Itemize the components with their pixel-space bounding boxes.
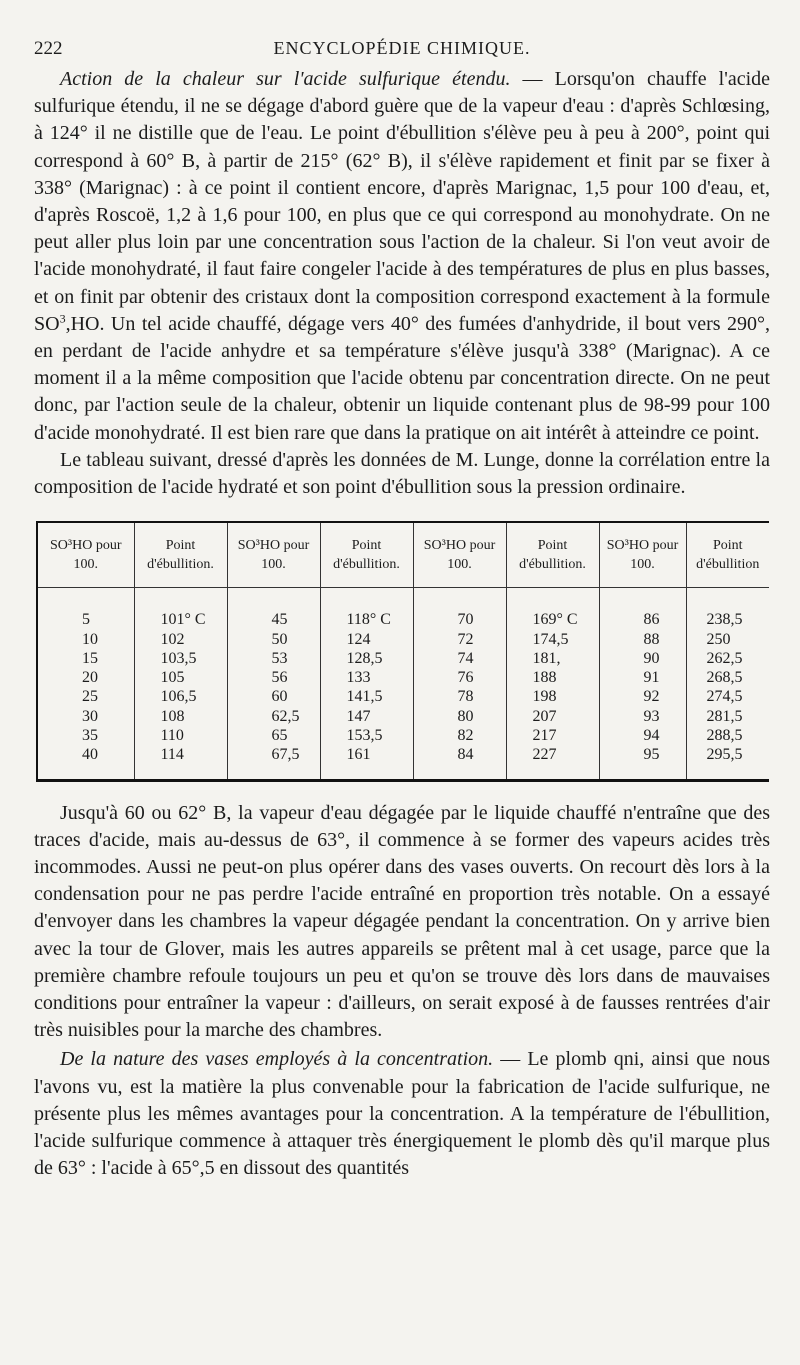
table-cell: 92 xyxy=(599,687,686,706)
table-row xyxy=(38,707,769,726)
table-cell: 238,5 xyxy=(706,611,743,629)
table-cell: 62,5 xyxy=(227,707,320,726)
paragraph-vessels xyxy=(34,1046,770,1182)
paragraph-text: — Lorsqu'on chauffe l'acide sulfurique étendu, il ne se dégage d'abord guère que de la vapeur d'eau : d'après Schlœsing, à 124° il ne distille que de l'eau. Le point d'ébullition s'élève peu à peu à 200°, point qui correspond à 60° B, à partir de 215° (62° B), il s'élève rapidement et finit par se fixer à 338° (Marignac) : à ce point il contient encore, d'après Marignac, 1,5 pour 100 d'eau, et, d'après Roscoë, 1,2 à 1,6 pour 100, en plus que ce qui correspond au monohydrate. On ne peut aller plus loin par une concentration sous l'action de la chaleur. Si l'on veut avoir de l'acide monohydraté, il faut faire congeler l'acide à des températures de plus en plus basses, et on finit par obtenir des cristaux dont la composition correspond exactement à la formule SO xyxy=(34,68,771,335)
table-cell: 5 xyxy=(38,588,134,630)
table-row xyxy=(38,745,769,778)
table-cell: 25 xyxy=(38,687,134,706)
table-cell: 188 xyxy=(506,668,599,687)
table-cell: 114 xyxy=(134,745,227,778)
table-cell: 103,5 xyxy=(134,649,227,668)
table-header-row xyxy=(38,523,769,588)
table-cell: 274,5 xyxy=(706,688,743,706)
table-cell: 227 xyxy=(506,745,599,778)
table-cell: 295,5 xyxy=(706,746,743,764)
table-cell: 153,5 xyxy=(320,726,413,745)
table-cell: 30 xyxy=(38,707,134,726)
table-cell: 133 xyxy=(320,668,413,687)
table-cell: 91 xyxy=(599,668,686,687)
table-row xyxy=(38,649,769,668)
table-row xyxy=(38,726,769,745)
table-cell: 70 xyxy=(413,588,506,630)
table-cell: 82 xyxy=(413,726,506,745)
table-row xyxy=(38,668,769,687)
table-cell: 281,5 xyxy=(706,707,743,725)
paragraph-vapors: Jusqu'à 60 ou 62° B, la vapeur d'eau dégagée par le liquide chauffé n'entraîne que des traces d'acide, mais au-dessus de 63°, il commence à se former des vapeurs acides très incommodes. Aussi ne peut-on plus opérer dans des vases ouverts. On recourt dès lors à la condensation pour ne pas perdre l'acide entraîné en proportion très notable. On a essayé d'envoyer dans les chambres la vapeur dégagée pendant la concentration. On y arrive bien avec la tour de Glover, mais les autres appareils se prêtent mal à cet usage, parce que la première chambre refoule toujours un peu et qu'on se trouve dès lors dans de mauvaises conditions pour entraîner la vapeur : d'ailleurs, on serait exposé à de fausses rentrées d'air très nuisibles pour la marche des chambres. xyxy=(34,801,770,1042)
data-table xyxy=(38,523,769,778)
column-header: SO³HO pour 100. xyxy=(599,523,686,588)
table-cell: 161 xyxy=(320,745,413,778)
column-header: Point d'ébullition xyxy=(686,523,769,588)
table-cell: 94 xyxy=(599,726,686,745)
column-header: SO³HO pour 100. xyxy=(227,523,320,588)
table-cell: 76 xyxy=(413,668,506,687)
column-header: SO³HO pour 100. xyxy=(38,523,134,588)
table-cell: 60 xyxy=(227,687,320,706)
document-page xyxy=(34,38,770,1182)
table-cell: 80 xyxy=(413,707,506,726)
table-cell: 207 xyxy=(506,707,599,726)
table-cell: 101° C xyxy=(134,588,227,630)
table-cell: 105 xyxy=(134,668,227,687)
table-cell: 268,5 xyxy=(706,669,743,687)
running-head xyxy=(34,38,770,66)
table-cell: 15 xyxy=(38,649,134,668)
table-cell: 56 xyxy=(227,668,320,687)
table-cell: 84 xyxy=(413,745,506,778)
table-cell: 10 xyxy=(38,630,134,649)
table-cell: 78 xyxy=(413,687,506,706)
table-cell: 250 xyxy=(706,630,731,648)
column-header: Point d'ébullition. xyxy=(320,523,413,588)
table-cell: 174,5 xyxy=(506,630,599,649)
table-cell: 106,5 xyxy=(134,687,227,706)
table-row xyxy=(38,687,769,706)
table-row xyxy=(38,630,769,649)
table-cell: 108 xyxy=(134,707,227,726)
section-lead-heat-action: Action de la chaleur sur l'acide sulfurique étendu. xyxy=(60,68,511,90)
table-cell: 181, xyxy=(506,649,599,668)
table-cell: 141,5 xyxy=(320,687,413,706)
superscript: 3 xyxy=(59,311,66,326)
column-header: SO³HO pour 100. xyxy=(413,523,506,588)
table-cell: 262,5 xyxy=(706,649,743,667)
table-cell: 90 xyxy=(599,649,686,668)
paragraph-text: — Le plomb qni, ainsi que nous l'avons vu, est la matière la plus convenable pour la fabrication de l'acide sulfurique, ne présente plus les mêmes avantages pour la concentration. A la température de l'ébullition, l'acide sulfurique commence à attaquer très énergiquement le plomb dès qu'il marque plus de 63° : l'acide à 65°,5 en dissout des quantités xyxy=(34,1048,770,1180)
table-cell: 110 xyxy=(134,726,227,745)
table-cell: 53 xyxy=(227,649,320,668)
paragraph-text: ,HO. Un tel acide chauffé, dégage vers 40° des fumées d'anhydride, il bout vers 290°, en perdant de l'acide anhydre et sa température s'élève jusqu'à 338° (Marignac). A ce moment il a la même composition que l'acide obtenu par concentration directe. On ne peut donc, par l'action seule de la chaleur, obtenir un liquide contenant plus de 98-99 pour 100 d'acide monohydraté. Il est bien rare que dans la pratique on ait intérêt à atteindre ce point. xyxy=(34,312,770,444)
table-cell: 118° C xyxy=(320,588,413,630)
table-cell: 67,5 xyxy=(227,745,320,778)
table-cell: 65 xyxy=(227,726,320,745)
running-title: ENCYCLOPÉDIE CHIMIQUE. xyxy=(273,38,531,58)
table-cell: 169° C xyxy=(506,588,599,630)
table-row xyxy=(38,588,769,630)
table-cell: 217 xyxy=(506,726,599,745)
column-header: Point d'ébullition. xyxy=(134,523,227,588)
page-number: 222 xyxy=(34,38,63,59)
table-cell: 35 xyxy=(38,726,134,745)
table-cell: 40 xyxy=(38,745,134,778)
table-cell: 95 xyxy=(599,745,686,778)
table-cell: 124 xyxy=(320,630,413,649)
table-cell: 74 xyxy=(413,649,506,668)
table-cell: 93 xyxy=(599,707,686,726)
boiling-point-table xyxy=(36,521,769,781)
table-cell: 86 xyxy=(599,588,686,630)
paragraph-heat-action xyxy=(34,66,770,447)
table-cell: 45 xyxy=(227,588,320,630)
table-cell: 88 xyxy=(599,630,686,649)
table-cell: 20 xyxy=(38,668,134,687)
table-cell: 50 xyxy=(227,630,320,649)
table-cell: 147 xyxy=(320,707,413,726)
table-cell: 72 xyxy=(413,630,506,649)
paragraph-table-intro: Le tableau suivant, dressé d'après les données de M. Lunge, donne la corrélation entre la composition de l'acide hydraté et son point d'ébullition sous la pression ordinaire. xyxy=(34,448,770,499)
section-lead-vessels: De la nature des vases employés à la concentration. xyxy=(60,1048,494,1071)
table-cell: 198 xyxy=(506,687,599,706)
table-cell: 128,5 xyxy=(320,649,413,668)
column-header: Point d'ébullition. xyxy=(506,523,599,588)
table-cell: 288,5 xyxy=(706,727,743,745)
table-cell: 102 xyxy=(134,630,227,649)
